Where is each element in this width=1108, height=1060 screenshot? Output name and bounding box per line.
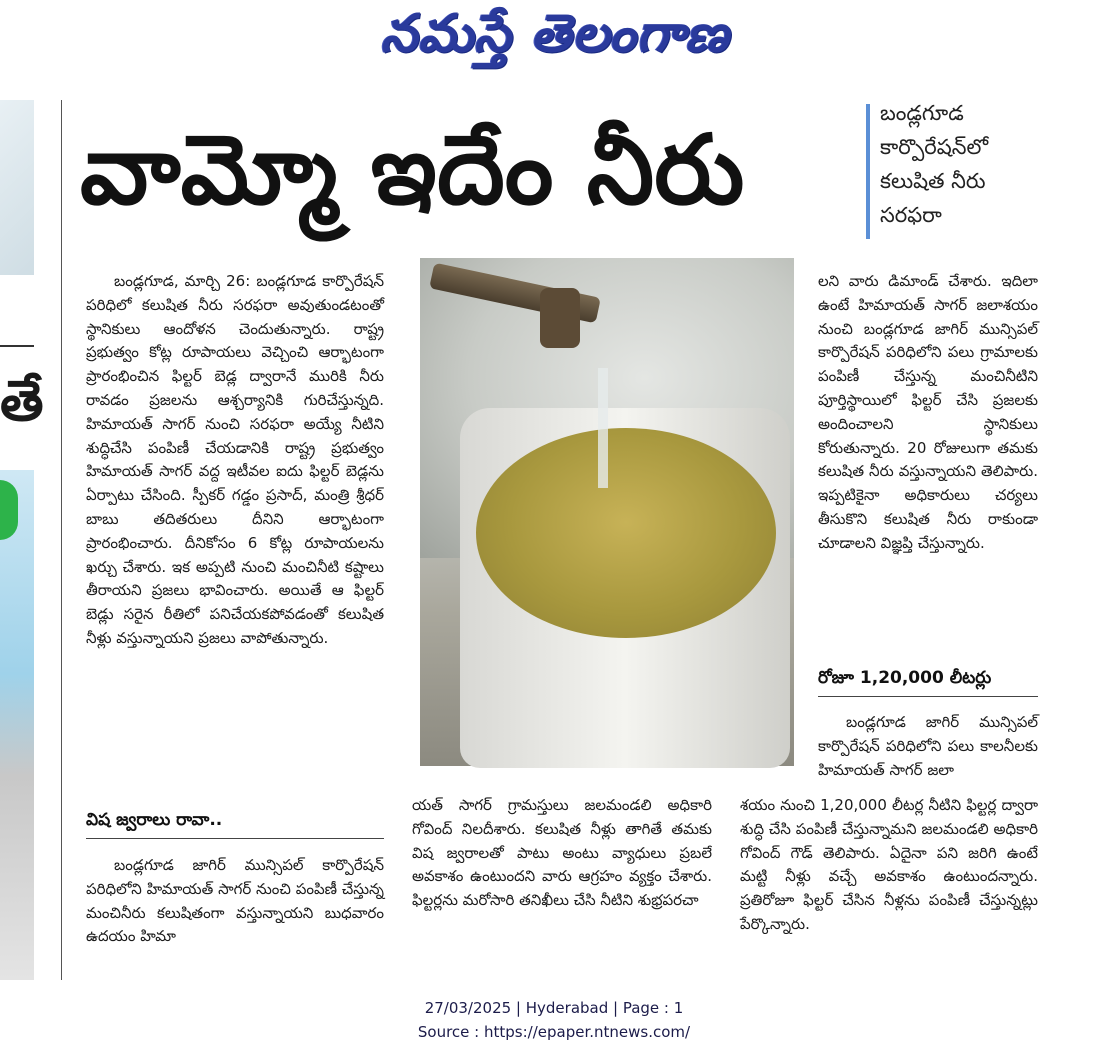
subheading-fever: విష జ్వరాలు రావా.. bbox=[86, 810, 223, 830]
article-deck bbox=[880, 96, 1080, 232]
article-column-1-continued bbox=[86, 854, 384, 949]
article-column-3-continued bbox=[818, 711, 1038, 782]
neighbor-headline-fragment: తే bbox=[0, 369, 44, 434]
paragraph: బండ్లగూడ, మార్చి 26: బండ్లగూడ కార్పొరేషన్ పరిధిలో కలుషిత నీరు సరఫరా అవుతుండటంతో స్థానికులు ఆందోళన చెందుతున్నారు. రాష్ట్ర ప్రభుత్వం కోట్ల రూపాయలు వెచ్చించి ఆర్భాటంగా ప్రారంభించిన ఫిల్టర్ బెడ్ల ద్వారానే మురికి నీరు రావడం ప్రజలను ఆశ్చర్యానికి గురిచేస్తున్నది. హిమాయత్ సాగర్ నుంచి సరఫరా అయ్యే నీటిని శుద్ధిచేసి పంపిణీ చేయడానికి రాష్ట్ర ప్రభుత్వం హిమాయత్ సాగర్ వద్ద ఇటీవల ఐదు ఫిల్టర్ బెడ్లను ఏర్పాటు చేసింది. స్పీకర్ గడ్డం ప్రసాద్, మంత్రి శ్రీధర్ బాబు తదితరులు దీనిని ఆర్భాటంగా ప్రారంభించారు. దీనికోసం 6 కోట్ల రూపాయలను ఖర్చు చేశారు. ఇక అప్పటి నుంచి మంచినీటి కష్టాలు తీరాయని ప్రజలు భావించారు. అయితే ఆ ఫిల్టర్ బెడ్లు సరైన రీతిలో పనిచేయకపోవడంతో కలుషిత నీళ్లు వస్తున్నాయని ప్రజలు వాపోతున్నారు. bbox=[86, 272, 384, 647]
article-column-2 bbox=[412, 794, 712, 913]
footer-date-page: 27/03/2025 | Hyderabad | Page : 1 bbox=[424, 999, 684, 1017]
water-tap-icon bbox=[540, 288, 580, 348]
deck-line: సరఫరా bbox=[880, 203, 942, 227]
article-column-1 bbox=[86, 270, 384, 651]
paragraph: శయం నుంచి 1,20,000 లీటర్ల నీటిని ఫిల్టర్ల ద్వారా శుద్ధి చేసి పంపిణీ చేస్తున్నామని జలమండలి అధికారి గోవింద్ గౌడ్ తెలిపారు. ఏదైనా పని జరిగి ఉంటే మట్టి నీళ్లు వచ్చే అవకాశం ఉంటుందన్నారు. ప్రతిరోజూ ఫిల్టర్ చేసిన నీళ్లను పంపిణీ చేస్తున్నట్లు పేర్కొన్నారు. bbox=[740, 796, 1038, 933]
neighbor-ad-image bbox=[0, 470, 34, 980]
paragraph: యత్ సాగర్ గ్రామస్తులు జలమండలి అధికారి గోవింద్ నిలదీశారు. కలుషిత నీళ్లు తాగితే తమకు విష జ్వరాలతో పాటు అంటు వ్యాధులు ప్రబలే అవకాశం ఉంటుందని వారు ఆగ్రహం వ్యక్తం చేశారు. ఫిల్టర్లను మరోసారి తనిఖీలు చేసి నీటిని శుభ్రపరచా bbox=[412, 796, 712, 910]
subheading-rule bbox=[86, 838, 384, 839]
deck-accent-bar bbox=[866, 104, 870, 239]
article-headline: వామ్మో ఇదేం నీరు bbox=[80, 114, 745, 226]
paragraph: లని వారు డిమాండ్ చేశారు. ఇదిలా ఉంటే హిమాయత్ సాగర్ జలాశయం నుంచి బండ్లగూడ జాగిర్ మున్సిపల్ కార్పొరేషన్ పరిధిలోని పలు గ్రామాలకు పంపిణీ చేస్తున్న మంచినీటిని పూర్తిస్థాయిలో ఫిల్టర్ చేసి ప్రజలకు అందించాలని స్థానికులు కోరుతున్నారు. 20 రోజులుగా తమకు కలుషిత నీరు వస్తున్నాయని తెలిపారు. ఇప్పటికైనా అధికారులు చర్యలు తీసుకొని కలుషిత నీరు రాకుండా చూడాలని విజ్ఞప్తి చేస్తున్నారు. bbox=[818, 272, 1038, 552]
deck-line: కలుషిత నీరు bbox=[880, 169, 986, 193]
deck-line: కార్పొరేషన్‌లో bbox=[880, 135, 989, 159]
deck-line: బండ్లగూడ bbox=[880, 101, 964, 125]
subheading-liters: రోజూ 1,20,000 లీటర్లు bbox=[818, 668, 992, 688]
footer-source: Source : https://epaper.ntnews.com/ bbox=[417, 1023, 691, 1041]
paragraph: బండ్లగూడ జాగిర్ మున్సిపల్ కార్పొరేషన్ పరిధిలోని పలు కాలనీలకు హిమాయత్ సాగర్ జలా bbox=[818, 713, 1038, 779]
neighbor-logo-icon bbox=[0, 480, 18, 540]
neighbor-article-image bbox=[0, 100, 34, 275]
paragraph: బండ్లగూడ జాగిర్ మున్సిపల్ కార్పొరేషన్ పరిధిలోని హిమాయత్ సాగర్ నుంచి పంపిణీ చేస్తున్న మంచినీరు కలుషితంగా వస్తున్నాయని బుధవారం ఉదయం హిమా bbox=[86, 856, 384, 946]
contaminated-water-bucket-photo bbox=[420, 258, 794, 766]
subheading-rule bbox=[818, 696, 1038, 697]
neighbor-rule bbox=[0, 345, 34, 347]
column-divider bbox=[61, 100, 62, 980]
article-column-3 bbox=[818, 270, 1038, 556]
article-column-4 bbox=[740, 794, 1038, 937]
newspaper-masthead: నమస్తే తెలంగాణ bbox=[380, 3, 730, 64]
page-footer bbox=[0, 996, 1108, 1044]
